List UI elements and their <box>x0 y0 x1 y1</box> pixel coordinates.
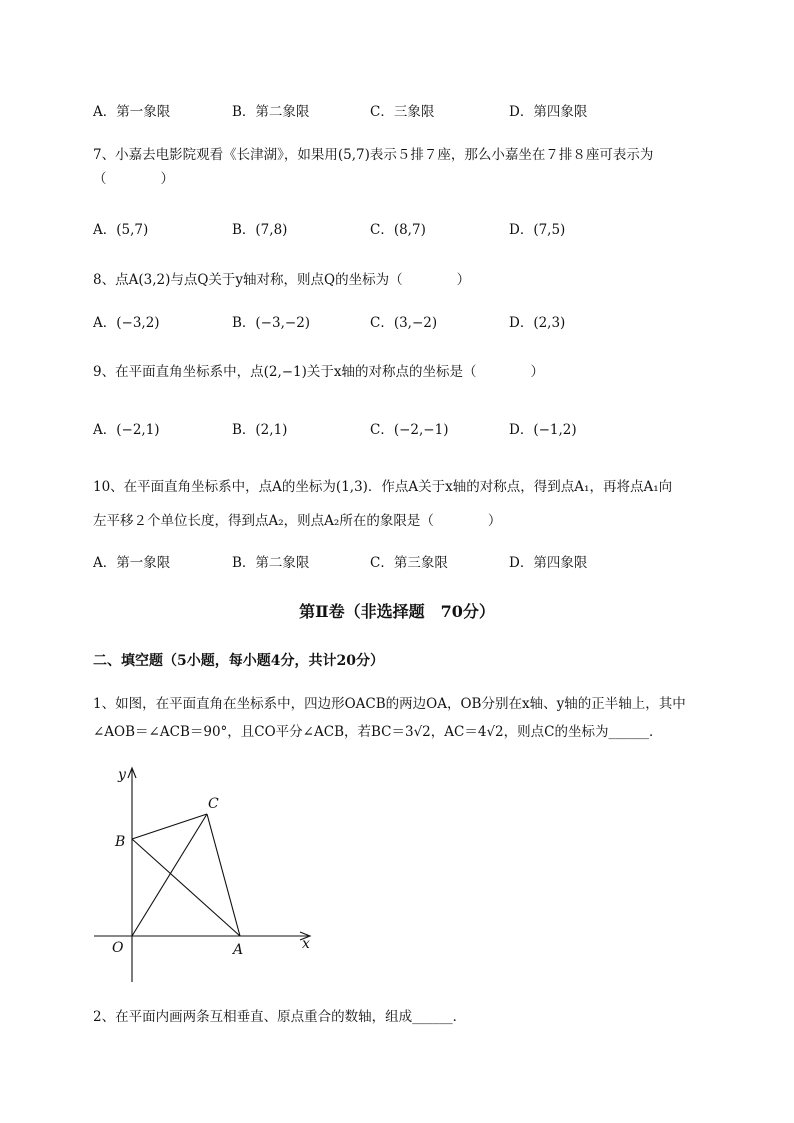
label-a: A <box>233 942 244 958</box>
label-c: C <box>208 796 219 812</box>
q7-option-d: D．(7,5) <box>509 222 566 238</box>
label-b: B <box>115 834 126 850</box>
label-x: x <box>302 936 310 952</box>
q7-text-line1: 7、小嘉去电影院观看《长津湖》，如果用(5,7)表示５排７座，那么小嘉坐在７排８座可表示为 <box>93 147 654 163</box>
q9-option-d: D．(−1,2) <box>509 422 577 438</box>
q8-option-c: C．(3,−2) <box>370 315 438 331</box>
q8-option-b: B．(−3,−2) <box>232 315 311 331</box>
f1-text-line1: 1、如图，在平面直角在坐标系中，四边形OACB的两边OA，OB分别在x轴、y轴的正半轴上，其中 <box>93 696 686 712</box>
q9-option-a: A．(−2,1) <box>93 422 160 438</box>
q6-option-d: D．第四象限 <box>509 104 588 120</box>
q9-text: 9、在平面直角坐标系中，点(2,−1)关于x轴的对称点的坐标是（ ） <box>93 364 545 380</box>
segment-bc <box>132 814 207 839</box>
q6-option-b: B．第二象限 <box>232 104 310 120</box>
q10-text-line1: 10、在平面直角坐标系中，点A的坐标为(1,3)．作点A关于x轴的对称点，得到点A₁，再将点A₁向 <box>93 479 673 495</box>
q9-option-c: C．(−2,−1) <box>370 422 449 438</box>
q8-option-d: D．(2,3) <box>509 315 566 331</box>
q10-text-line2: 左平移２个单位长度，得到点A₂，则点A₂所在的象限是（ ） <box>93 513 502 529</box>
q7-text-line2: （ ） <box>93 171 174 187</box>
q6-option-c: C．三象限 <box>370 104 435 120</box>
segment-ba <box>132 839 240 936</box>
label-o: O <box>112 940 124 956</box>
coordinate-figure <box>80 760 330 985</box>
q7-option-c: C．(8,7) <box>370 222 426 238</box>
q10-option-b: B．第二象限 <box>232 555 310 571</box>
fill-in-heading: 二、填空题（5小题，每小题4分，共计20分） <box>93 653 384 669</box>
q8-option-a: A．(−3,2) <box>93 315 160 331</box>
label-y: y <box>118 767 126 783</box>
q7-option-b: B．(7,8) <box>232 222 288 238</box>
q10-option-a: A．第一象限 <box>93 555 171 571</box>
segment-oc <box>132 814 207 936</box>
q10-option-c: C．第三象限 <box>370 555 448 571</box>
f1-text-line2: ∠AOB＝∠ACB＝90°，且CO平分∠ACB，若BC＝3√2，AC＝4√2，则点C的坐标为______． <box>93 724 663 740</box>
q10-option-d: D．第四象限 <box>509 555 588 571</box>
q6-option-a: A．第一象限 <box>93 104 171 120</box>
q9-option-b: B．(2,1) <box>232 422 288 438</box>
section-2-title: 第Ⅱ卷（非选择题 70分） <box>299 602 495 621</box>
f2-text: 2、在平面内画两条互相垂直、原点重合的数轴，组成______． <box>93 1009 467 1025</box>
q8-text: 8、点A(3,2)与点Q关于y轴对称，则点Q的坐标为（ ） <box>93 272 471 288</box>
q7-option-a: A．(5,7) <box>93 222 149 238</box>
segment-ca <box>207 814 240 936</box>
